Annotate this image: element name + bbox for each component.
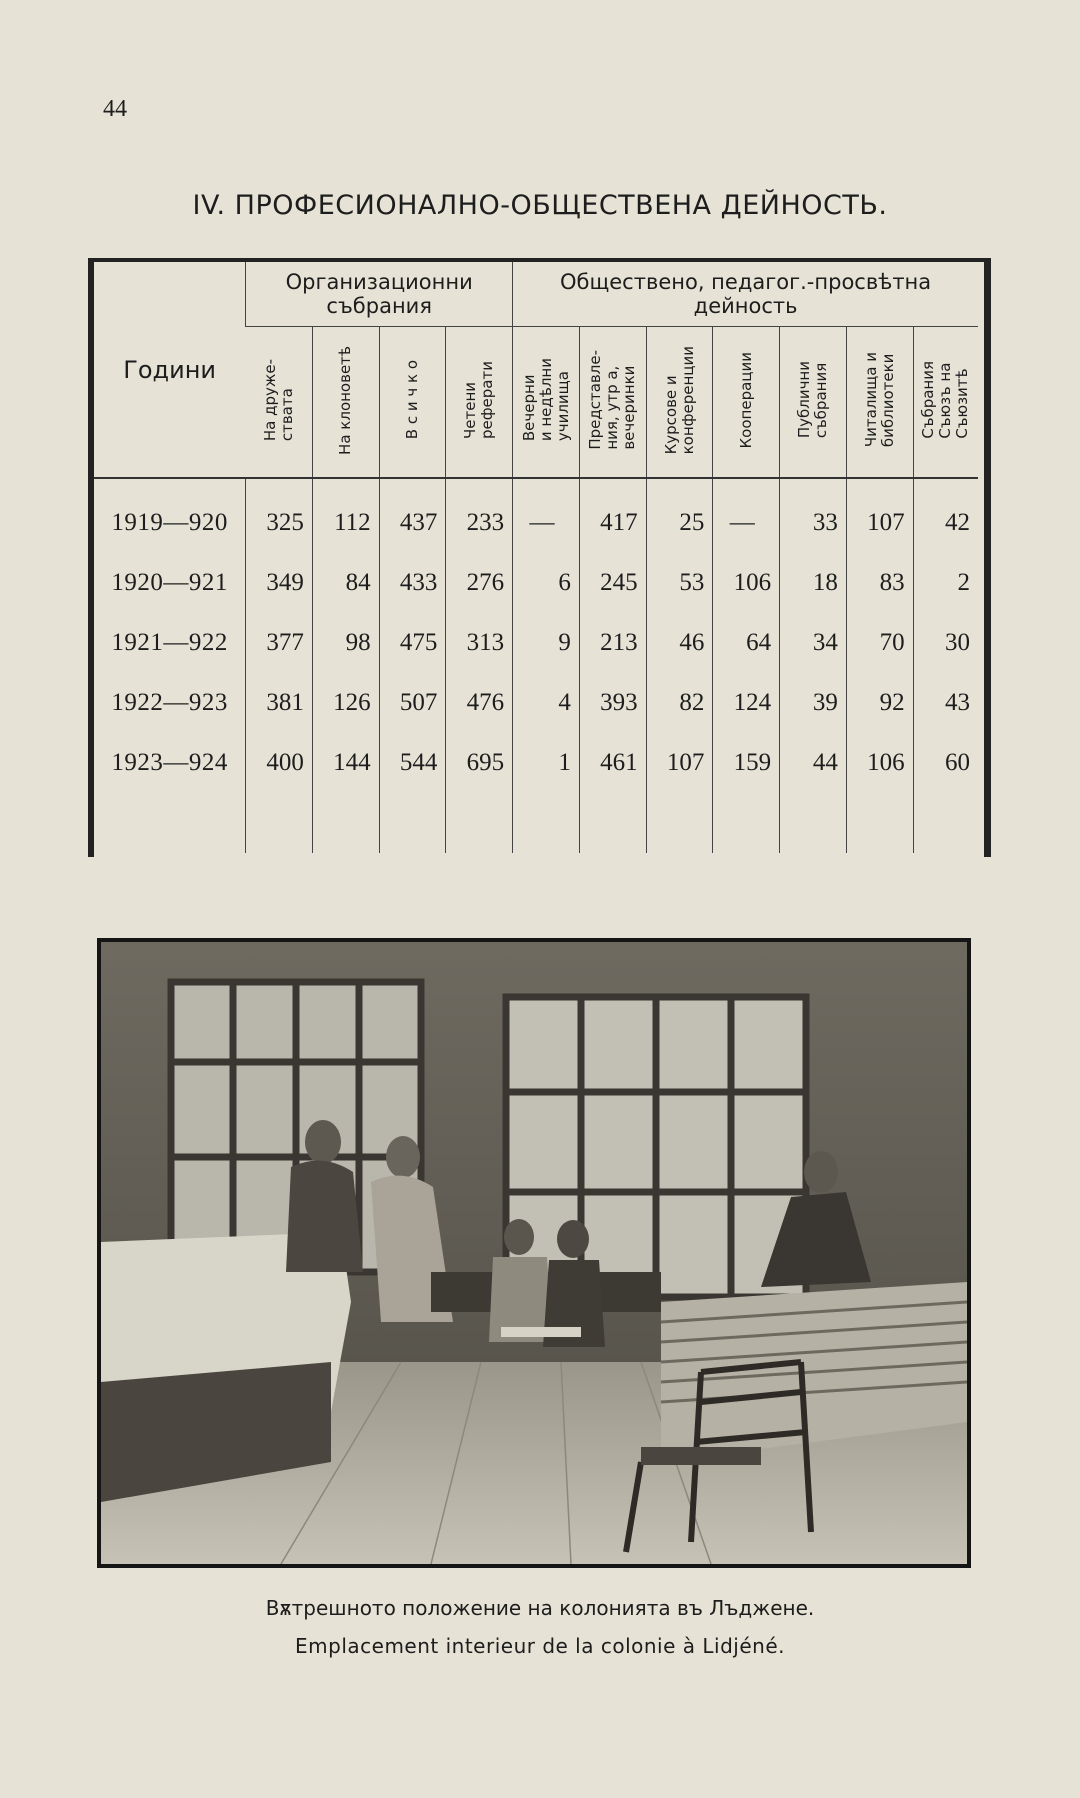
group-header-public: Обществено, педагог.-просвѣтна дейность [513, 262, 978, 327]
column-header: Представле- ния, утр а, вечеринки [579, 327, 646, 479]
group-header-organizational: Организационни събрания [246, 262, 513, 327]
table-cell: 124 [713, 673, 780, 733]
table-cell: 313 [446, 613, 513, 673]
column-header: Публични събрания [780, 327, 847, 479]
table-cell: 325 [246, 493, 313, 553]
table-cell: 126 [312, 673, 379, 733]
table-cell: 34 [780, 613, 847, 673]
table-row [94, 493, 978, 553]
table-cell: 107 [846, 493, 913, 553]
year-cell: 1919—920 [111, 509, 228, 536]
table-cell: 64 [713, 613, 780, 673]
table-cell: 461 [579, 733, 646, 793]
column-header: Събрания Съюзъ на Съюзитѣ [913, 327, 978, 479]
table-cell: 42 [913, 493, 978, 553]
year-cell: 1920—921 [111, 569, 228, 596]
column-header: Курсове и конференции [646, 327, 713, 479]
caption-french: Emplacement interieur de la colonie à Lidjéné. [295, 1634, 785, 1658]
interior-photo [97, 938, 971, 1568]
column-header: На друже- ствата [246, 327, 313, 479]
year-cell: 1922—923 [111, 689, 228, 716]
table-cell: — [713, 493, 780, 553]
column-header: На клоноветѣ [312, 327, 379, 479]
table-cell: 30 [913, 613, 978, 673]
table-cell: 70 [846, 613, 913, 673]
table-cell: 381 [246, 673, 313, 733]
years-header: Години [94, 262, 246, 478]
table-cell: 213 [579, 613, 646, 673]
table-row [94, 613, 978, 673]
table-cell: 400 [246, 733, 313, 793]
table-cell: 44 [780, 733, 847, 793]
table-cell: 144 [312, 733, 379, 793]
column-header: Читалища и библиотеки [846, 327, 913, 479]
table-cell: 476 [446, 673, 513, 733]
table-cell: 507 [379, 673, 446, 733]
table-cell: 159 [713, 733, 780, 793]
table-row [94, 733, 978, 793]
table-cell: 9 [513, 613, 580, 673]
table-cell: 4 [513, 673, 580, 733]
table-cell: 1 [513, 733, 580, 793]
table-cell: 82 [646, 673, 713, 733]
column-header: Кооперации [713, 327, 780, 479]
page-number: 44 [103, 96, 127, 122]
year-cell: 1921—922 [111, 629, 228, 656]
column-header: В с и ч к о [379, 327, 446, 479]
table-cell: 39 [780, 673, 847, 733]
table-cell: 544 [379, 733, 446, 793]
table-cell: 83 [846, 553, 913, 613]
table-cell: 60 [913, 733, 978, 793]
table-cell: 84 [312, 553, 379, 613]
table-cell: 393 [579, 673, 646, 733]
section-heading: IV. ПРОФЕСИОНАЛНО-ОБЩЕСТВЕНА ДЕЙНОСТЬ. [192, 190, 888, 221]
year-cell: 1923—924 [111, 749, 228, 776]
table-cell: 475 [379, 613, 446, 673]
table-cell: 437 [379, 493, 446, 553]
table-row [94, 673, 978, 733]
table-cell: 276 [446, 553, 513, 613]
table-cell: 92 [846, 673, 913, 733]
table-cell: 46 [646, 613, 713, 673]
table-cell: 112 [312, 493, 379, 553]
table-cell: 233 [446, 493, 513, 553]
table-cell: 106 [713, 553, 780, 613]
table-cell: 2 [913, 553, 978, 613]
table-cell: 6 [513, 553, 580, 613]
table-cell: — [513, 493, 580, 553]
table-cell: 106 [846, 733, 913, 793]
table-cell: 695 [446, 733, 513, 793]
table-cell: 107 [646, 733, 713, 793]
column-header: Четени реферати [446, 327, 513, 479]
table-cell: 33 [780, 493, 847, 553]
table-cell: 98 [312, 613, 379, 673]
table-cell: 433 [379, 553, 446, 613]
statistics-table [88, 258, 991, 857]
table-cell: 25 [646, 493, 713, 553]
table-row [94, 553, 978, 613]
table-cell: 349 [246, 553, 313, 613]
table-cell: 43 [913, 673, 978, 733]
column-header: Вечерни и недѣлни училища [513, 327, 580, 479]
table-cell: 377 [246, 613, 313, 673]
table-cell: 53 [646, 553, 713, 613]
caption-bulgarian: Вѫтрешното положение на колонията въ Лъджене. [265, 1596, 815, 1620]
table-cell: 417 [579, 493, 646, 553]
table-cell: 18 [780, 553, 847, 613]
table-cell: 245 [579, 553, 646, 613]
